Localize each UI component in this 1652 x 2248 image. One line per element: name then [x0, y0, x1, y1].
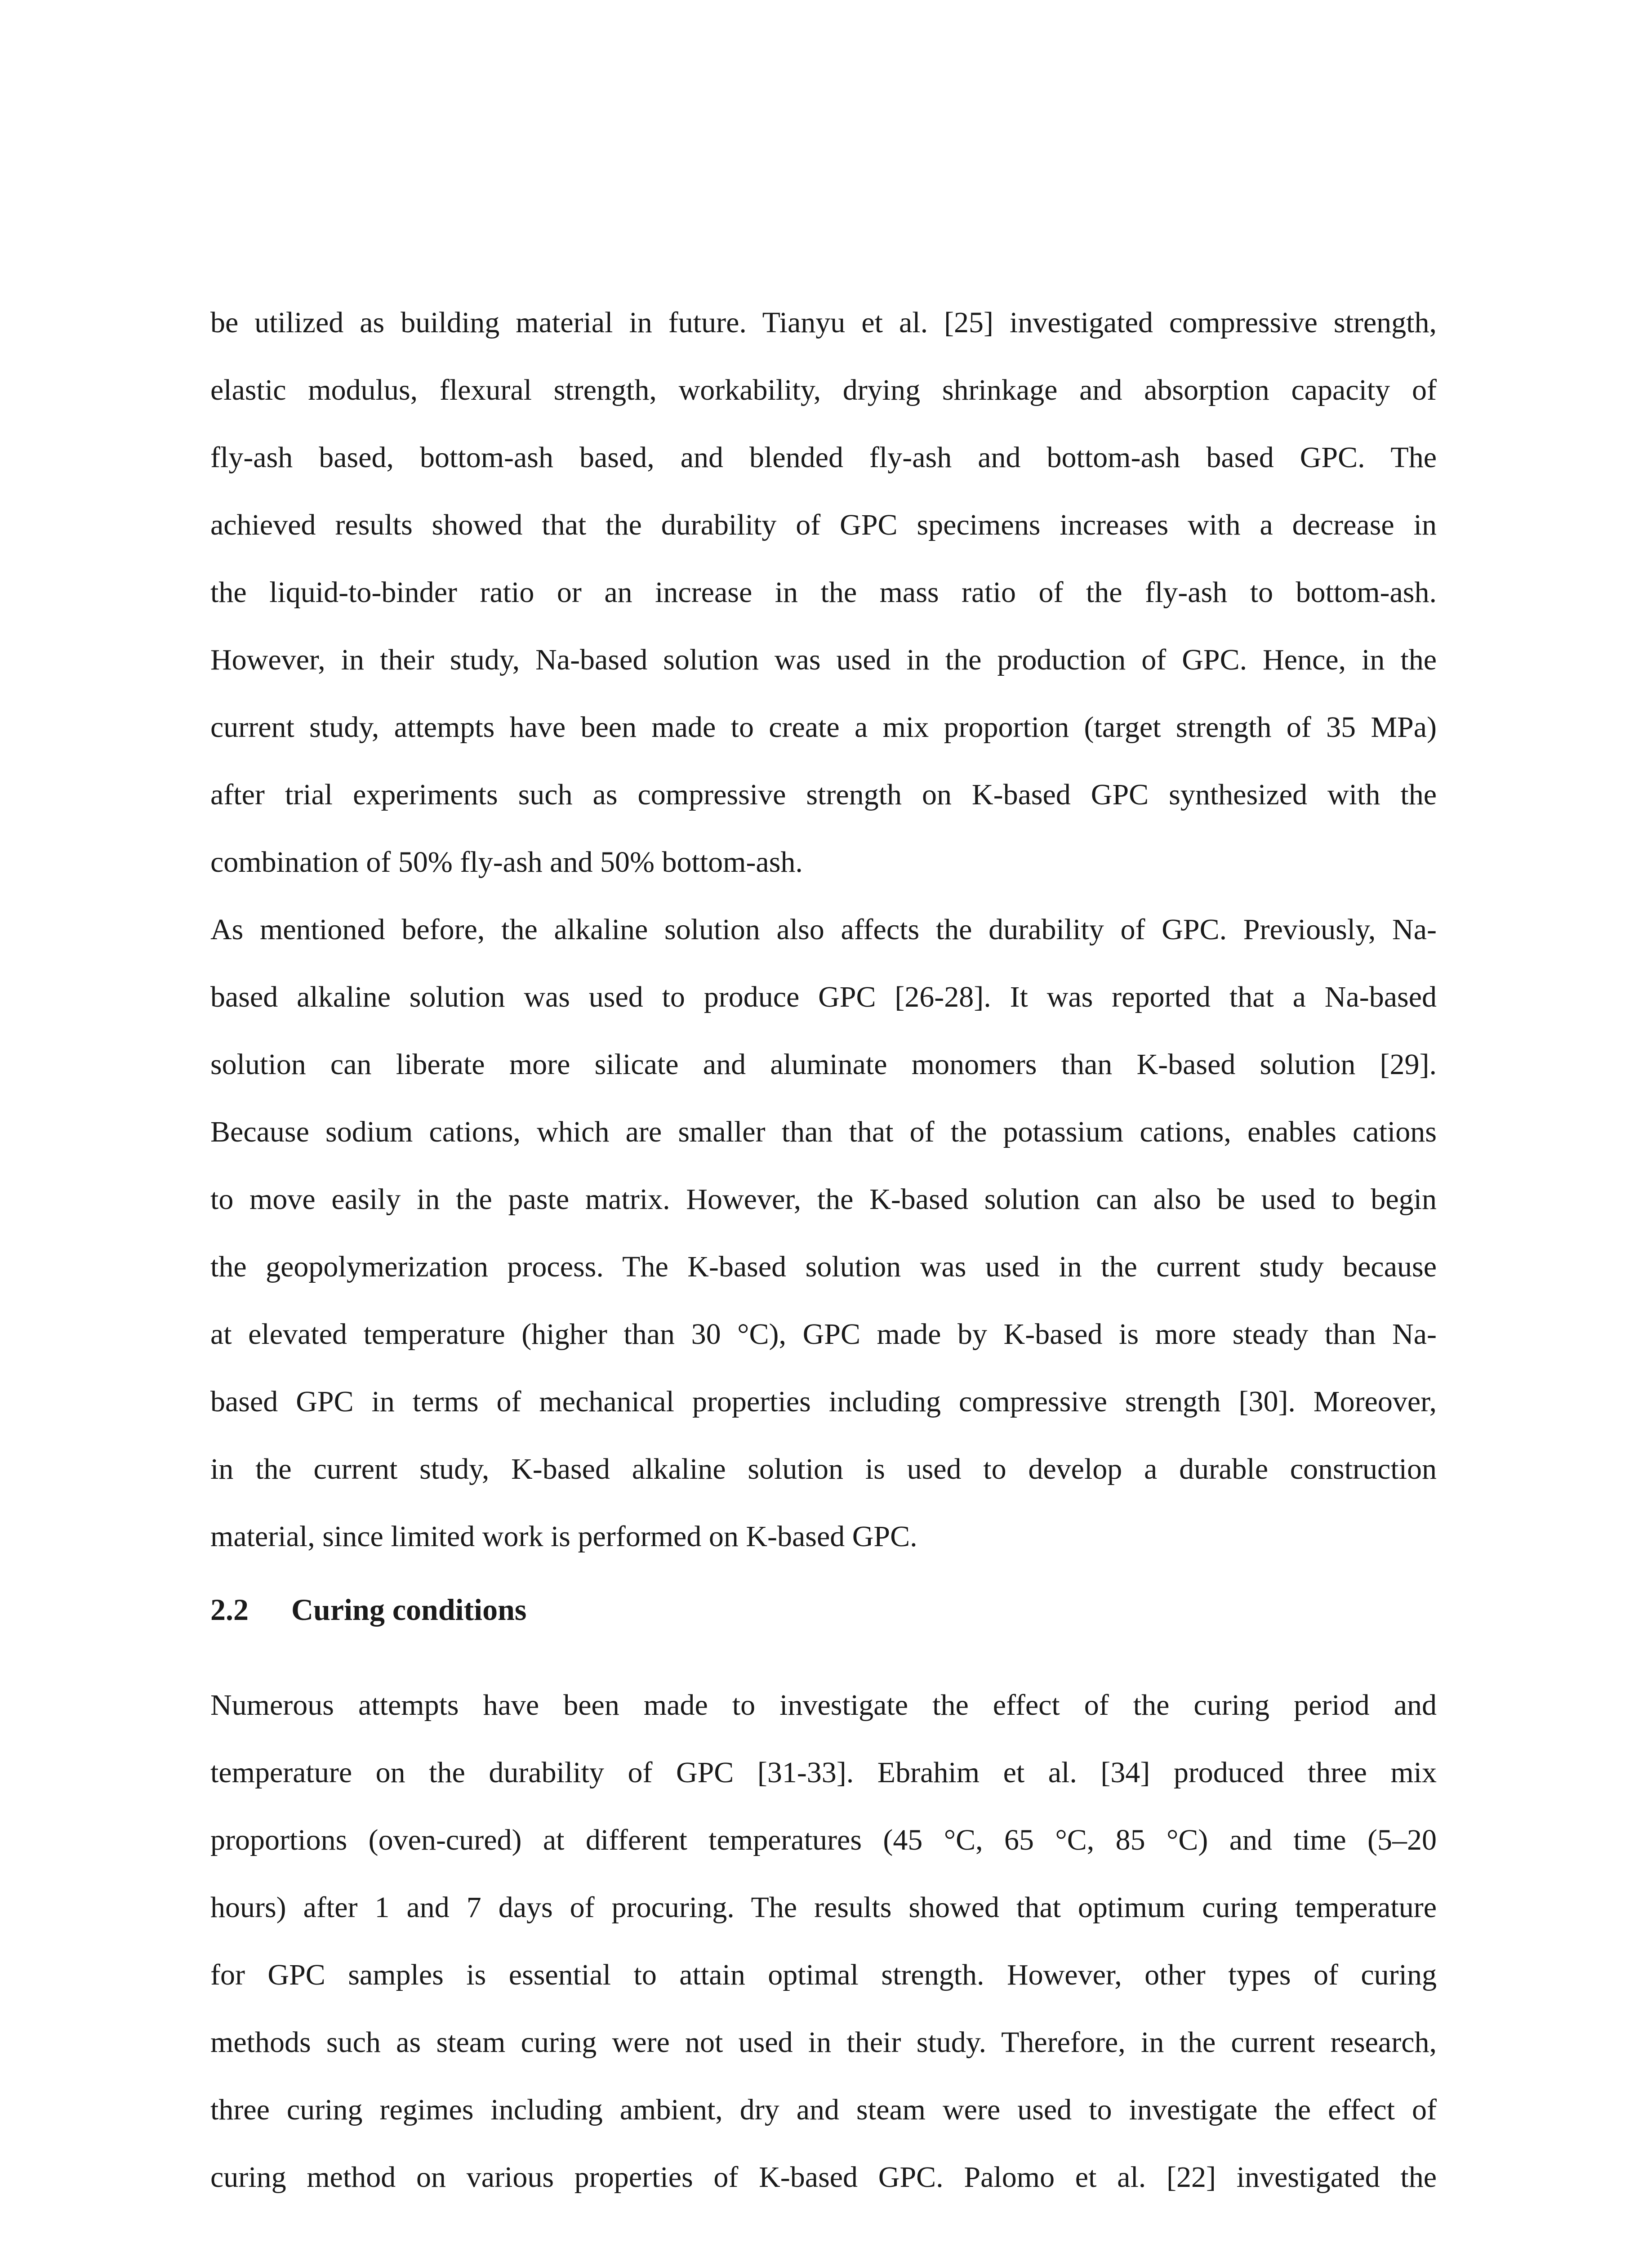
- paragraph-line: be utilized as building material in future. Tianyu et al. [25] investigated compressive strength,: [210, 306, 1437, 339]
- paragraph-line: the liquid-to-binder ratio or an increase in the mass ratio of the fly-ash to bottom-ash.: [210, 576, 1437, 609]
- paragraph-line: for GPC samples is essential to attain optimal strength. However, other types of curing: [210, 1958, 1437, 1991]
- paragraph-line: three curing regimes including ambient, dry and steam were used to investigate the effect of: [210, 2093, 1437, 2126]
- paragraph-line: elastic modulus, flexural strength, workability, drying shrinkage and absorption capacity of: [210, 374, 1437, 406]
- paragraph-line: curing method on various properties of K-based GPC. Palomo et al. [22] investigated the: [210, 2161, 1437, 2194]
- paragraph-line: current study, attempts have been made to create a mix proportion (target strength of 35 MPa): [210, 711, 1437, 744]
- paragraph-line: to move easily in the paste matrix. However, the K-based solution can also be used to begin: [210, 1183, 1437, 1216]
- paragraph-line: material, since limited work is performed on K-based GPC.: [210, 1520, 917, 1553]
- paragraph-line: combination of 50% fly-ash and 50% bottom-ash.: [210, 846, 803, 879]
- paragraph-line: solution can liberate more silicate and aluminate monomers than K-based solution [29].: [210, 1048, 1437, 1081]
- section-number: 2.2: [210, 1592, 249, 1627]
- paragraph-line: methods such as steam curing were not used in their study. Therefore, in the current research,: [210, 2026, 1437, 2059]
- paragraph-line: the geopolymerization process. The K-based solution was used in the current study because: [210, 1250, 1437, 1283]
- paragraph-line: hours) after 1 and 7 days of procuring. The results showed that optimum curing temperature: [210, 1891, 1437, 1924]
- paragraph-line: proportions (oven-cured) at different temperatures (45 °C, 65 °C, 85 °C) and time (5–20: [210, 1824, 1437, 1856]
- paragraph-line: Numerous attempts have been made to investigate the effect of the curing period and: [210, 1689, 1437, 1722]
- paragraph-line: As mentioned before, the alkaline solution also affects the durability of GPC. Previously, Na-: [210, 913, 1437, 946]
- paragraph-line: Because sodium cations, which are smaller than that of the potassium cations, enables cations: [210, 1115, 1437, 1148]
- paragraph-line: achieved results showed that the durability of GPC specimens increases with a decrease in: [210, 508, 1437, 541]
- paragraph-line: temperature on the durability of GPC [31-33]. Ebrahim et al. [34] produced three mix: [210, 1756, 1437, 1789]
- paragraph-line: based alkaline solution was used to produce GPC [26-28]. It was reported that a Na-based: [210, 981, 1437, 1013]
- paragraph-line: at elevated temperature (higher than 30 °C), GPC made by K-based is more steady than Na-: [210, 1318, 1437, 1351]
- section-title: Curing conditions: [291, 1592, 527, 1627]
- paragraph-3: [210, 1672, 1437, 2211]
- paragraph-line: in the current study, K-based alkaline solution is used to develop a durable construction: [210, 1453, 1437, 1485]
- paragraph-line: However, in their study, Na-based solution was used in the production of GPC. Hence, in the: [210, 643, 1437, 676]
- section-heading: [210, 1587, 1437, 1632]
- paragraph-line: fly-ash based, bottom-ash based, and blended fly-ash and bottom-ash based GPC. The: [210, 441, 1437, 474]
- paragraph-line: after trial experiments such as compressive strength on K-based GPC synthesized with the: [210, 778, 1437, 811]
- paragraph-line: based GPC in terms of mechanical properties including compressive strength [30]. Moreover,: [210, 1385, 1437, 1418]
- paragraph-1: [210, 289, 1437, 896]
- paragraph-2: [210, 896, 1437, 1570]
